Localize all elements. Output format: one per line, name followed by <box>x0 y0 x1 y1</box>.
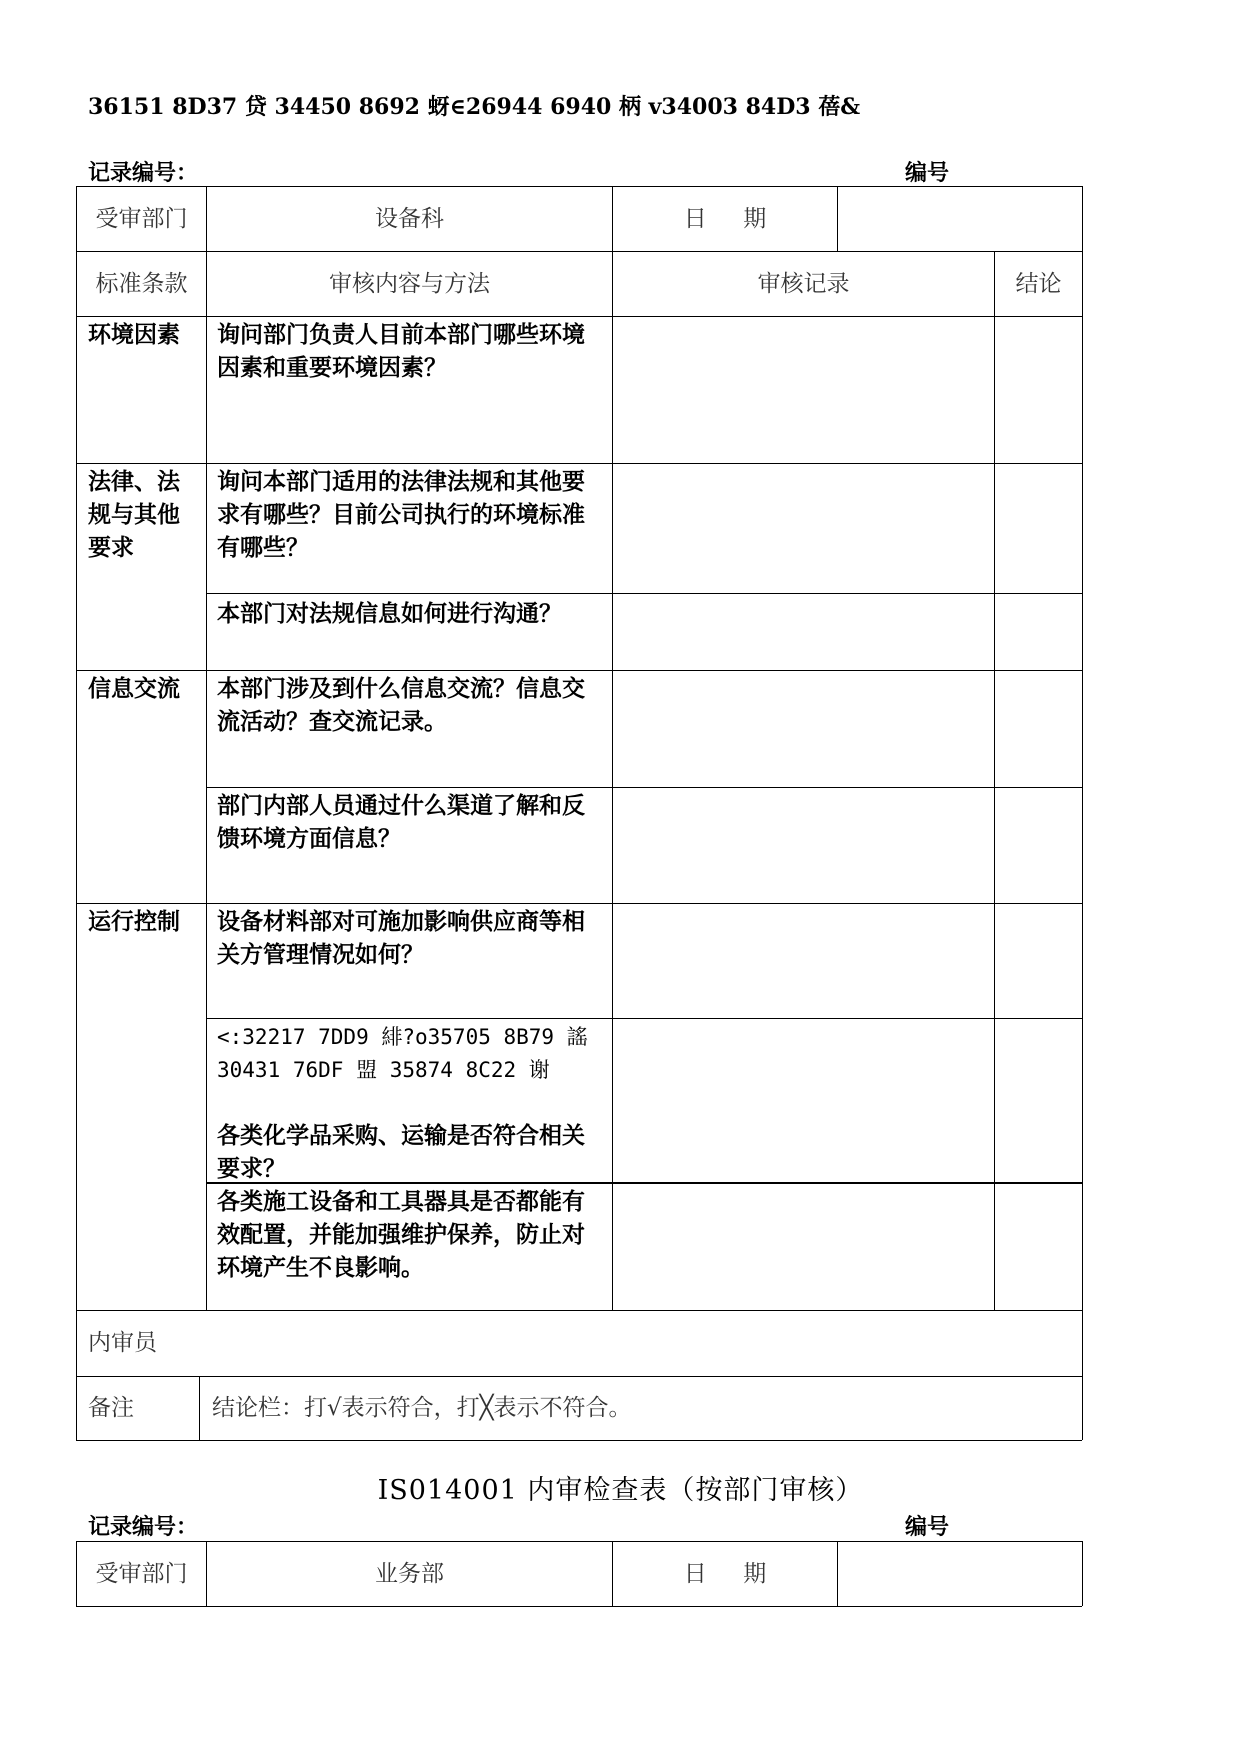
department-value: 设备科 <box>375 205 444 232</box>
remark-text: 结论栏：打√表示符合，打╳表示不符合。 <box>212 1395 632 1421</box>
date-value[interactable] <box>838 1542 1082 1606</box>
col-header-record: 审核记录 <box>757 270 850 297</box>
clause-legal-requirements: 法律、法规与其他要求 <box>88 468 180 561</box>
department-label: 受审部门 <box>95 205 188 232</box>
content-item: 各类化学品采购、运输是否符合相关要求？ <box>217 1122 585 1182</box>
number-label: 编号 <box>905 160 950 186</box>
content-item: 询问本部门适用的法律法规和其他要求有哪些？目前公司执行的环境标准有哪些？ <box>217 468 585 561</box>
garbled-header-line: 36151 8D37 贷 34450 8692 蚜∈26944 6940 柄 v34003 84D3 蓓& <box>88 94 861 120</box>
content-item: 设备材料部对可施加影响供应商等相关方管理情况如何？ <box>217 908 585 968</box>
auditor-label: 内审员 <box>88 1330 157 1356</box>
content-item: 本部门对法规信息如何进行沟通？ <box>217 600 562 627</box>
record-number-label: 记录编号： <box>88 160 199 186</box>
clause-information-exchange: 信息交流 <box>88 675 180 702</box>
content-item: 询问部门负责人目前本部门哪些环境因素和重要环境因素？ <box>217 321 585 381</box>
form-title: IS014001 内审检查表（按部门审核） <box>377 1475 864 1506</box>
number-label: 编号 <box>905 1514 950 1540</box>
clause-environmental-factors: 环境因素 <box>88 321 180 348</box>
content-item-garbled: <:32217 7DD9 緋?o35705 8B79 謠 30431 76DF 盟 35874 8C22 谢 <box>217 1025 588 1082</box>
date-label: 日 期 <box>683 1560 767 1587</box>
department-value: 业务部 <box>375 1560 444 1587</box>
remark-label: 备注 <box>88 1395 134 1421</box>
col-header-content: 审核内容与方法 <box>329 270 490 297</box>
record-number-label: 记录编号： <box>88 1514 199 1540</box>
clause-operation-control: 运行控制 <box>88 908 180 935</box>
col-header-conclusion: 结论 <box>1015 270 1062 297</box>
date-value[interactable] <box>838 187 1082 251</box>
content-item: 部门内部人员通过什么渠道了解和反馈环境方面信息？ <box>217 792 585 852</box>
department-label: 受审部门 <box>95 1560 188 1587</box>
content-item: 本部门涉及到什么信息交流？信息交流活动？查交流记录。 <box>217 675 585 735</box>
date-label: 日 期 <box>683 205 767 232</box>
col-header-clause: 标准条款 <box>95 270 188 297</box>
content-item: 各类施工设备和工具器具是否都能有效配置，并能加强维护保养，防止对环境产生不良影响。 <box>217 1188 585 1281</box>
